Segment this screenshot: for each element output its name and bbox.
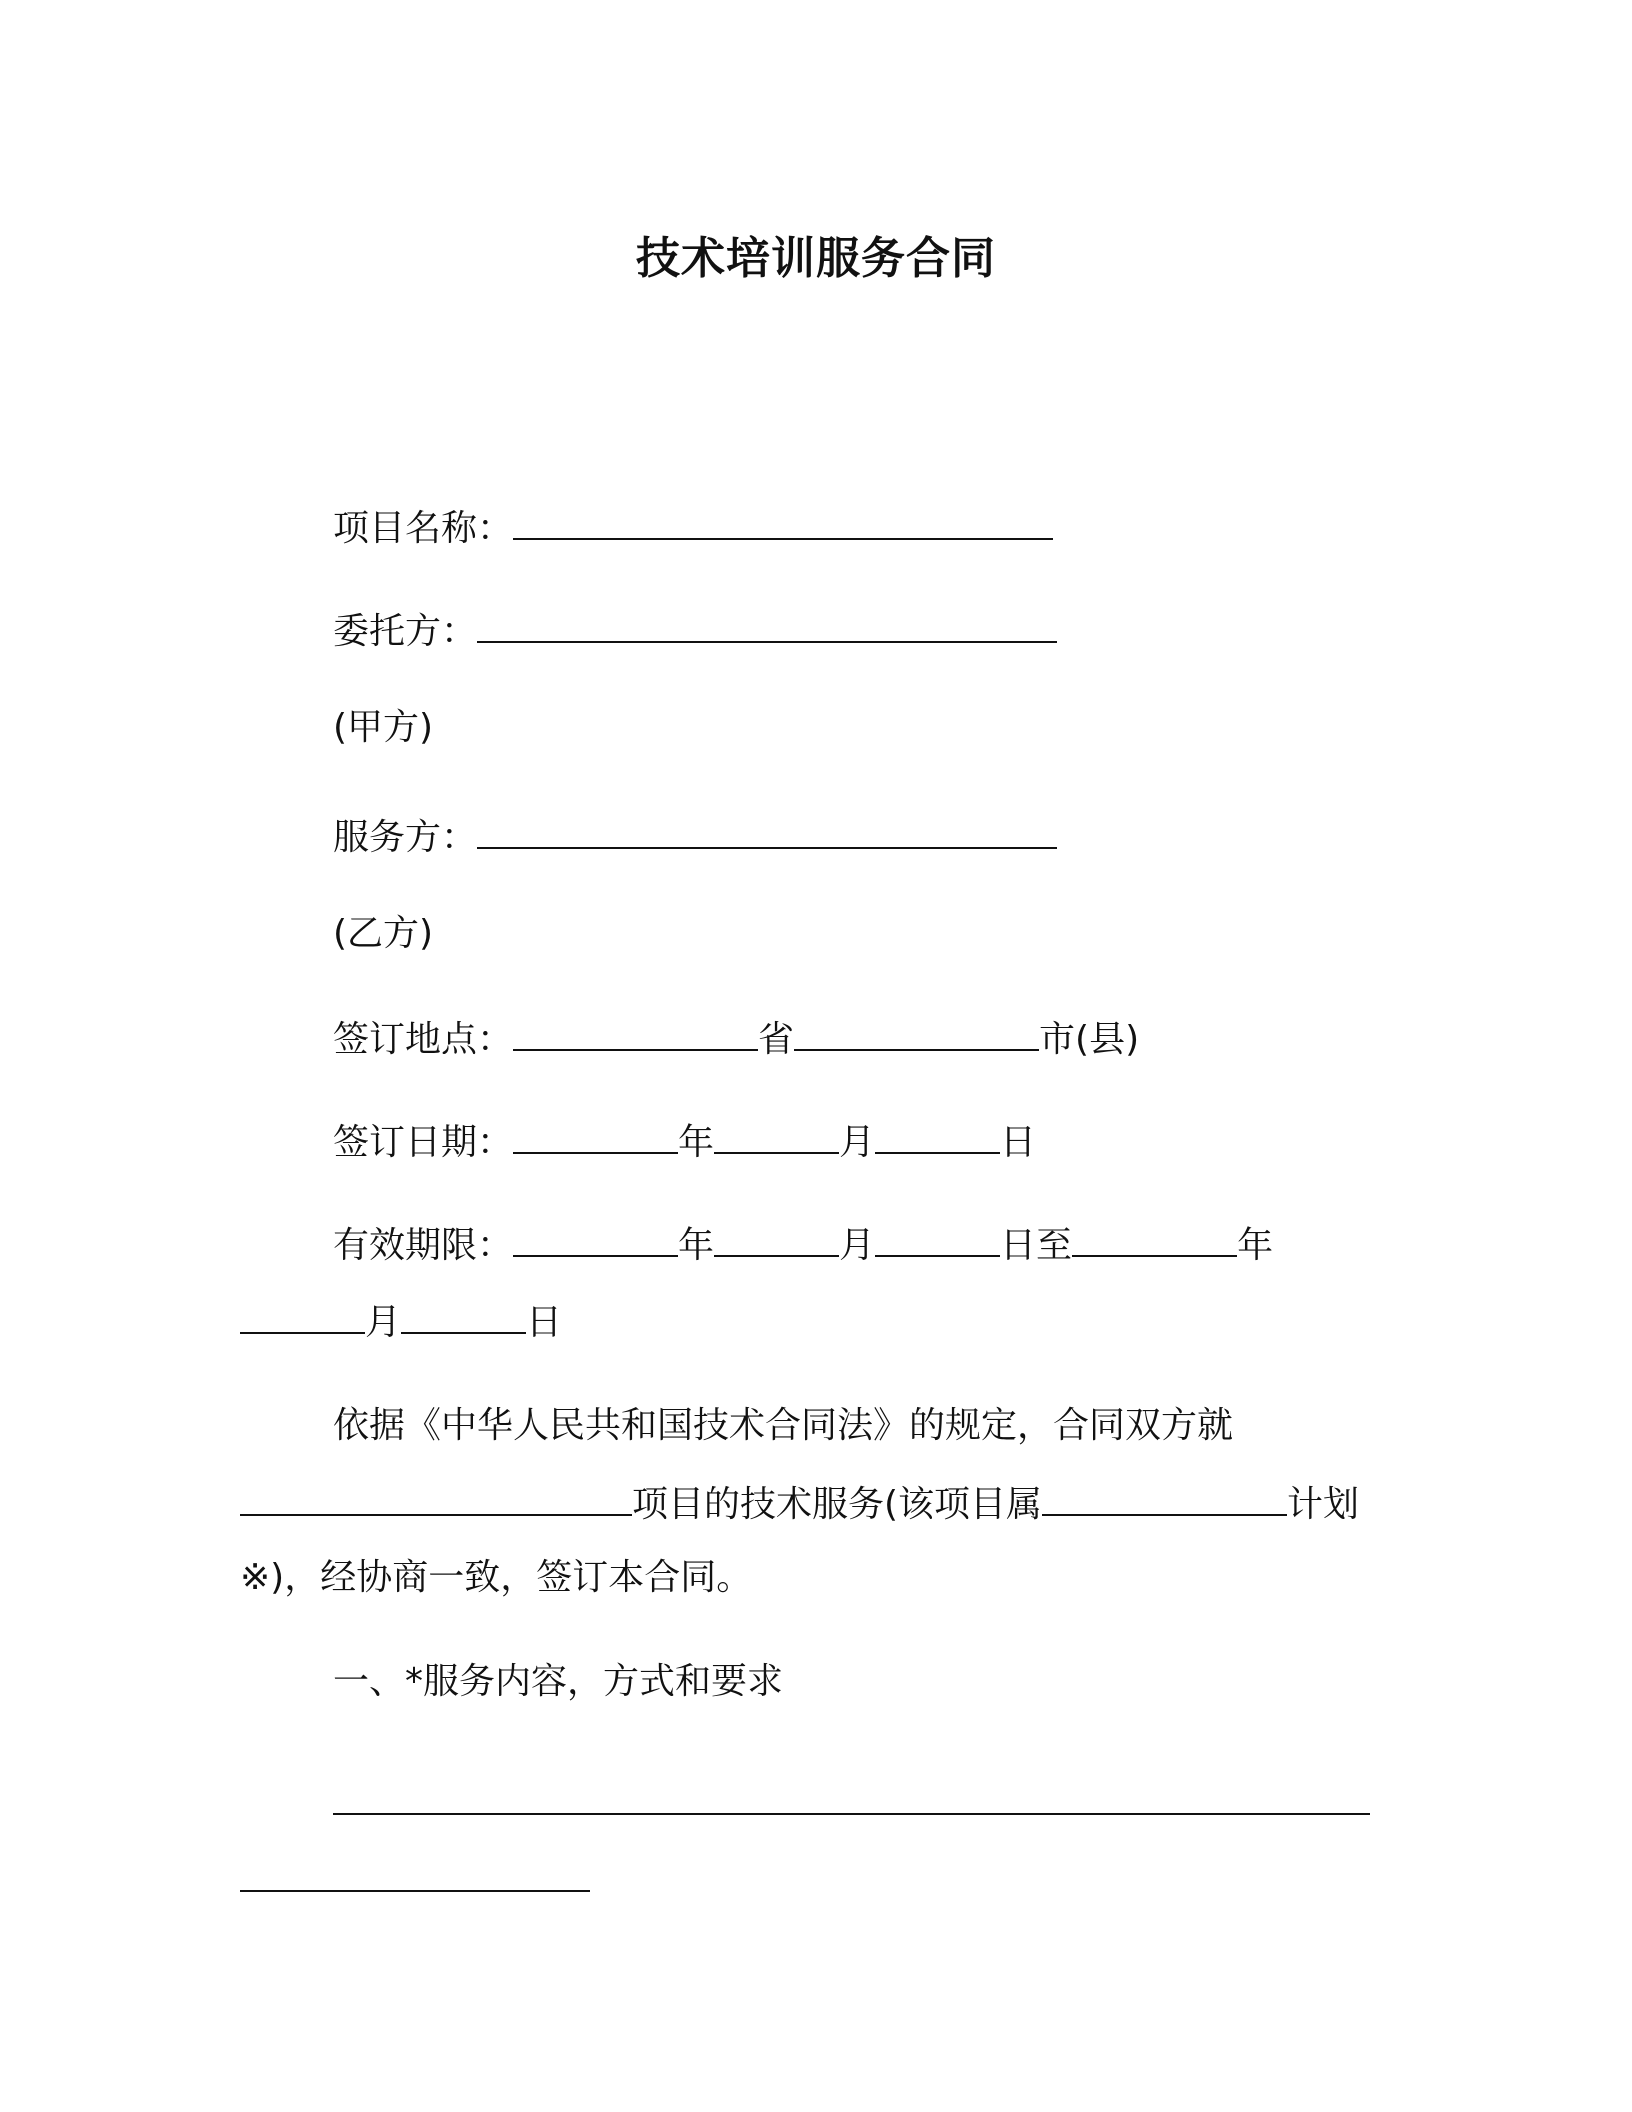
location-line: [333, 1015, 1139, 1062]
validity-end-day-label: 日: [526, 1302, 563, 1343]
preamble-text-3: 计划: [1287, 1484, 1360, 1525]
validity-label: 有效期限：: [333, 1225, 514, 1266]
validity-start-month-label: 月: [839, 1225, 876, 1266]
client-line: [333, 607, 1057, 654]
project-item-blank[interactable]: [240, 1480, 632, 1516]
validity-start-month-blank[interactable]: [714, 1221, 839, 1257]
validity-start-year-blank[interactable]: [513, 1221, 678, 1257]
date-year-blank[interactable]: [513, 1118, 678, 1154]
service-content-blank-1[interactable]: [333, 1779, 1370, 1815]
validity-end-year-label: 年: [1237, 1225, 1274, 1266]
preamble-text-1: 依据《中华人民共和国技术合同法》的规定，合同双方就: [333, 1405, 1234, 1446]
location-label: 签订地点：: [333, 1019, 514, 1060]
validity-line-cont: [240, 1298, 562, 1345]
project-name-line: [333, 504, 1053, 551]
party-b-label: (乙方): [333, 913, 434, 954]
section-1-blank-line-2: [240, 1856, 590, 1903]
city-blank[interactable]: [794, 1015, 1039, 1051]
date-month-blank[interactable]: [714, 1118, 839, 1154]
party-a-line: [333, 706, 433, 750]
preamble-line-2: [240, 1480, 1359, 1527]
plan-blank[interactable]: [1042, 1480, 1287, 1516]
validity-end-month-label: 月: [365, 1302, 402, 1343]
preamble-line-3: [240, 1556, 752, 1600]
province-label: 省: [758, 1019, 795, 1060]
province-blank[interactable]: [513, 1015, 758, 1051]
client-blank[interactable]: [477, 607, 1057, 643]
section-1-heading-line: [333, 1660, 783, 1704]
validity-end-day-blank[interactable]: [401, 1298, 526, 1334]
party-b-line: [333, 912, 433, 956]
preamble-text-2: 项目的技术服务(该项目属: [632, 1484, 1043, 1525]
provider-label: 服务方：: [333, 817, 478, 858]
project-name-blank[interactable]: [513, 504, 1053, 540]
preamble-line-1: [333, 1404, 1233, 1448]
validity-start-day-blank[interactable]: [875, 1221, 1000, 1257]
project-name-label: 项目名称：: [333, 508, 514, 549]
validity-start-year-label: 年: [678, 1225, 715, 1266]
city-label: 市(县): [1039, 1019, 1140, 1060]
section-1-heading: 一、*服务内容，方式和要求: [333, 1661, 784, 1702]
date-label: 签订日期：: [333, 1122, 514, 1163]
section-1-blank-line-1: [333, 1779, 1370, 1826]
date-month-label: 月: [839, 1122, 876, 1163]
party-a-label: (甲方): [333, 707, 434, 748]
provider-blank[interactable]: [477, 813, 1057, 849]
preamble-text-4: ※)，经协商一致，签订本合同。: [240, 1557, 753, 1598]
date-day-label: 日: [1000, 1122, 1037, 1163]
validity-day-to-label: 日至: [1000, 1225, 1073, 1266]
document-title: 技术培训服务合同: [636, 233, 996, 284]
validity-end-month-blank[interactable]: [240, 1298, 365, 1334]
validity-end-year-blank[interactable]: [1072, 1221, 1237, 1257]
client-label: 委托方：: [333, 611, 478, 652]
date-year-label: 年: [678, 1122, 715, 1163]
service-content-blank-2[interactable]: [240, 1856, 590, 1892]
validity-line: [333, 1221, 1273, 1268]
date-day-blank[interactable]: [875, 1118, 1000, 1154]
date-line: [333, 1118, 1036, 1165]
provider-line: [333, 813, 1057, 860]
